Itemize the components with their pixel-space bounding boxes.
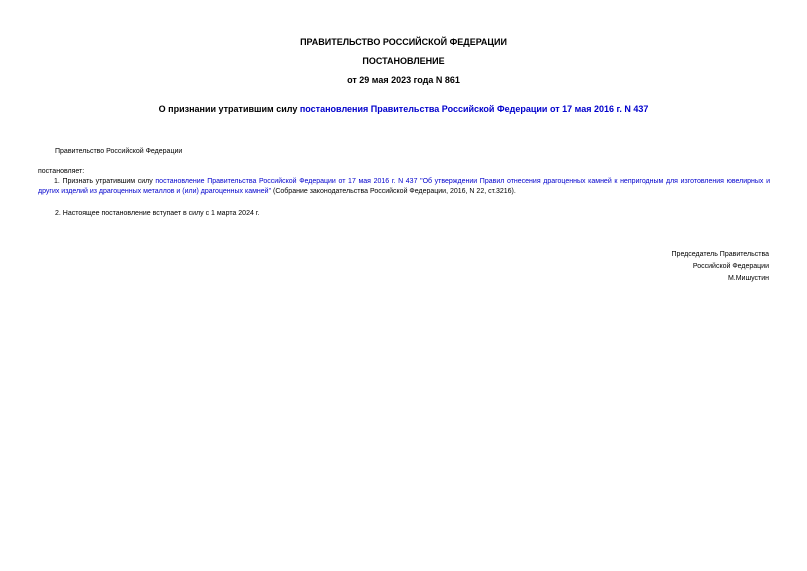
document-type-heading: ПОСТАНОВЛЕНИЕ [362,56,445,66]
document-title-prefix: О признании утратившим силу [158,104,300,114]
paragraph-item-1 [38,177,770,197]
item-1-suffix: (Собрание законодательства Российской Федерации, 2016, N 22, ст.3216). [271,188,516,195]
signature-organization: Российской Федерации [692,263,769,270]
document-title [0,104,807,115]
decrees-text: постановляет: [38,168,85,175]
document-date-number: от 29 мая 2023 года N 861 [347,75,460,85]
item-1-prefix: 1. Признать утратившим силу [54,178,156,185]
signature-position: Председатель Правительства [671,251,769,258]
government-heading: ПРАВИТЕЛЬСТВО РОССИЙСКОЙ ФЕДЕРАЦИИ [300,37,507,47]
document-title-link[interactable]: постановления Правительства Российской Федерации от 17 мая 2016 г. N 437 [299,104,649,114]
item-1-link[interactable]: постановление Правительства Российской Федерации от 17 мая 2016 г. N 437 "Об утверждении Правил отнесения драгоценных камней к непригодным для изготовления ювелирных и других изделий из драгоценных металлов и (или) драгоценных камней" [38,178,770,195]
issuer-text: Правительство Российской Федерации [55,148,183,155]
paragraph-item-2: 2. Настоящее постановление вступает в силу с 1 марта 2024 г. [55,210,260,217]
signature-name: М.Мишустин [727,275,769,282]
signature-block [672,249,769,285]
